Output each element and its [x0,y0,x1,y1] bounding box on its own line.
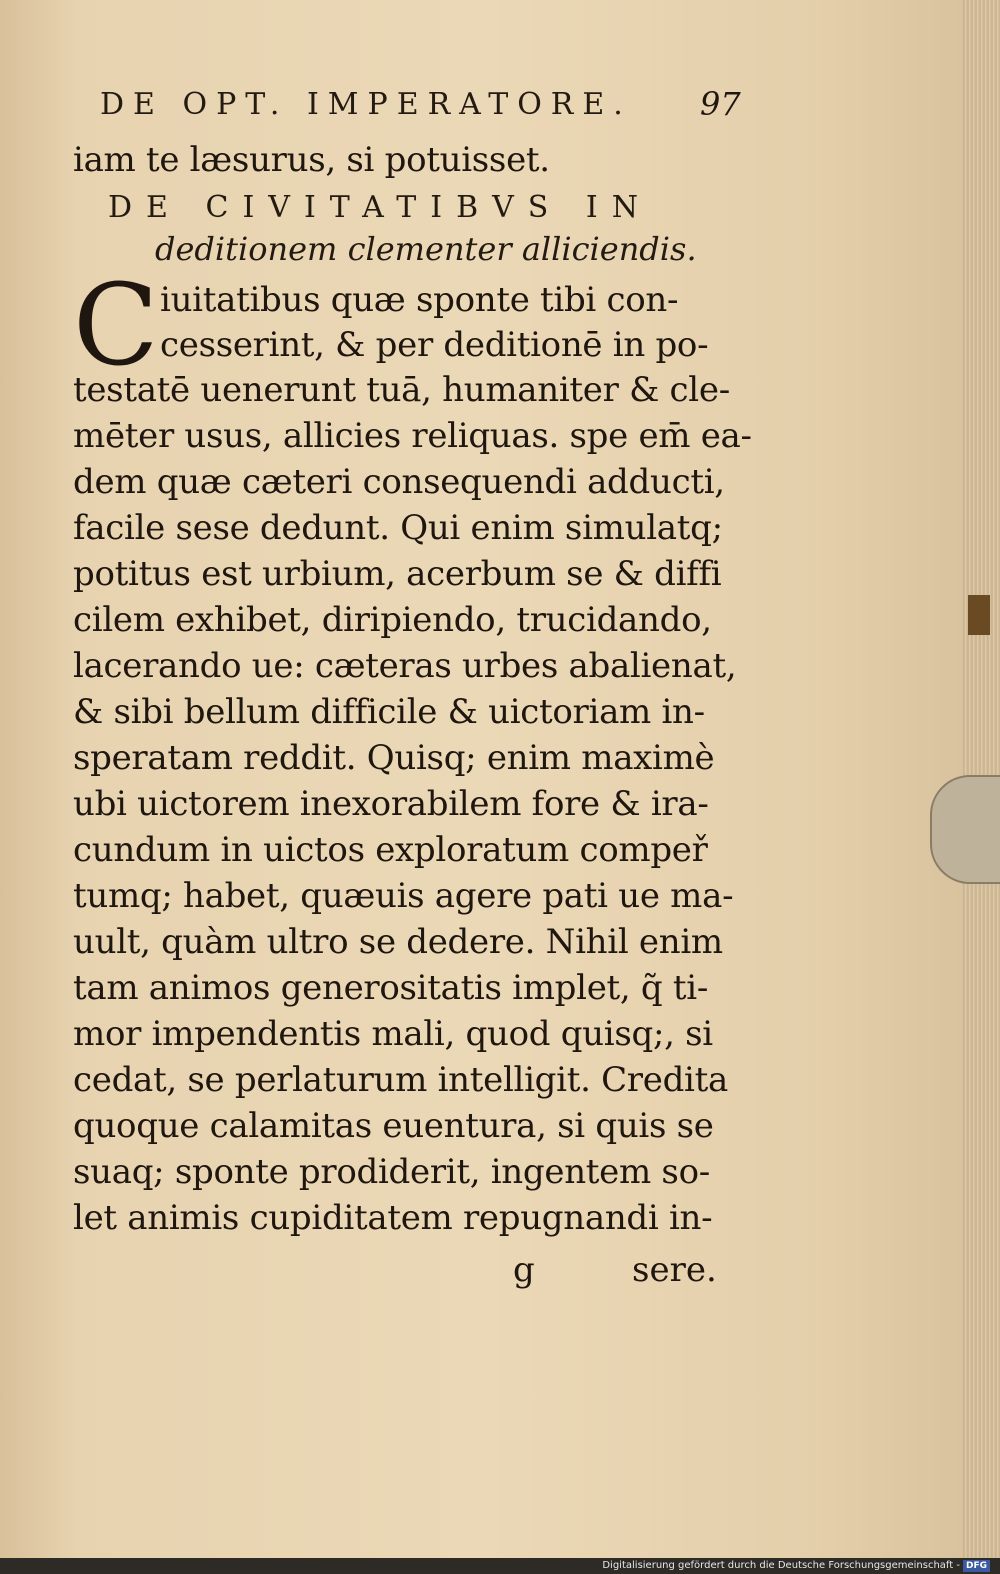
section-heading: DE CIVITATIBVS IN [108,190,652,225]
body-line: lacerando ue: cæteras urbes abalienat, [73,646,737,686]
catchword: sere. [632,1250,717,1290]
body-line: testatē uenerunt tuā, humaniter & cle- [73,370,730,410]
body-line: facile sese dedunt. Qui enim simulatq; [73,508,723,548]
body-line: potitus est urbium, acerbum se & diffi [73,554,722,594]
body-line: & sibi bellum difficile & uictoriam in- [73,692,705,732]
body-line: cundum in uictos exploratum compeř [73,830,708,870]
body-line: dem quæ cæteri consequendi adducti, [73,462,725,502]
body-line: let animis cupiditatem repugnandi in- [73,1198,713,1238]
body-line: suaq; sponte prodiderit, ingentem so- [73,1152,710,1192]
body-line: tam animos generositatis implet, q̃ ti- [73,968,709,1008]
body-line: cilem exhibet, diripiendo, trucidando, [73,600,712,640]
running-head-title: DE OPT. IMPERATORE. [100,87,632,122]
body-line: mor impendentis mali, quod quisq;, si [73,1014,713,1054]
page-tab-marker [968,595,990,635]
page-number: 97 [700,85,741,123]
first-line: iam te læsurus, si potuisset. [73,140,550,180]
body-line: tumq; habet, quæuis agere pati ue ma- [73,876,734,916]
body-line: cedat, se perlaturum intelligit. Credita [73,1060,728,1100]
section-subheading: deditionem clementer alliciendis. [155,230,697,268]
body-line: cesserint, & per deditionē in po- [160,325,709,365]
body-line: mēter usus, allicies reliquas. spe em̄ ea- [73,416,752,456]
book-clasp [930,775,1000,884]
body-line: quoque calamitas euentura, si quis se [73,1106,714,1146]
dfg-logo-icon: DFG [963,1560,990,1572]
running-head [100,85,750,131]
body-line: uult, quàm ultro se dedere. Nihil enim [73,922,723,962]
body-line: speratam reddit. Quisq; enim maximè [73,738,715,778]
body-line: ubi uictorem inexorabilem fore & ira- [73,784,709,824]
body-line: iuitatibus quæ sponte tibi con- [160,280,679,320]
signature-mark: g [513,1250,535,1290]
drop-cap: C [73,261,159,391]
digitization-credit: Digitalisierung gefördert durch die Deutsche Forschungsgemeinschaft - [602,1560,960,1571]
